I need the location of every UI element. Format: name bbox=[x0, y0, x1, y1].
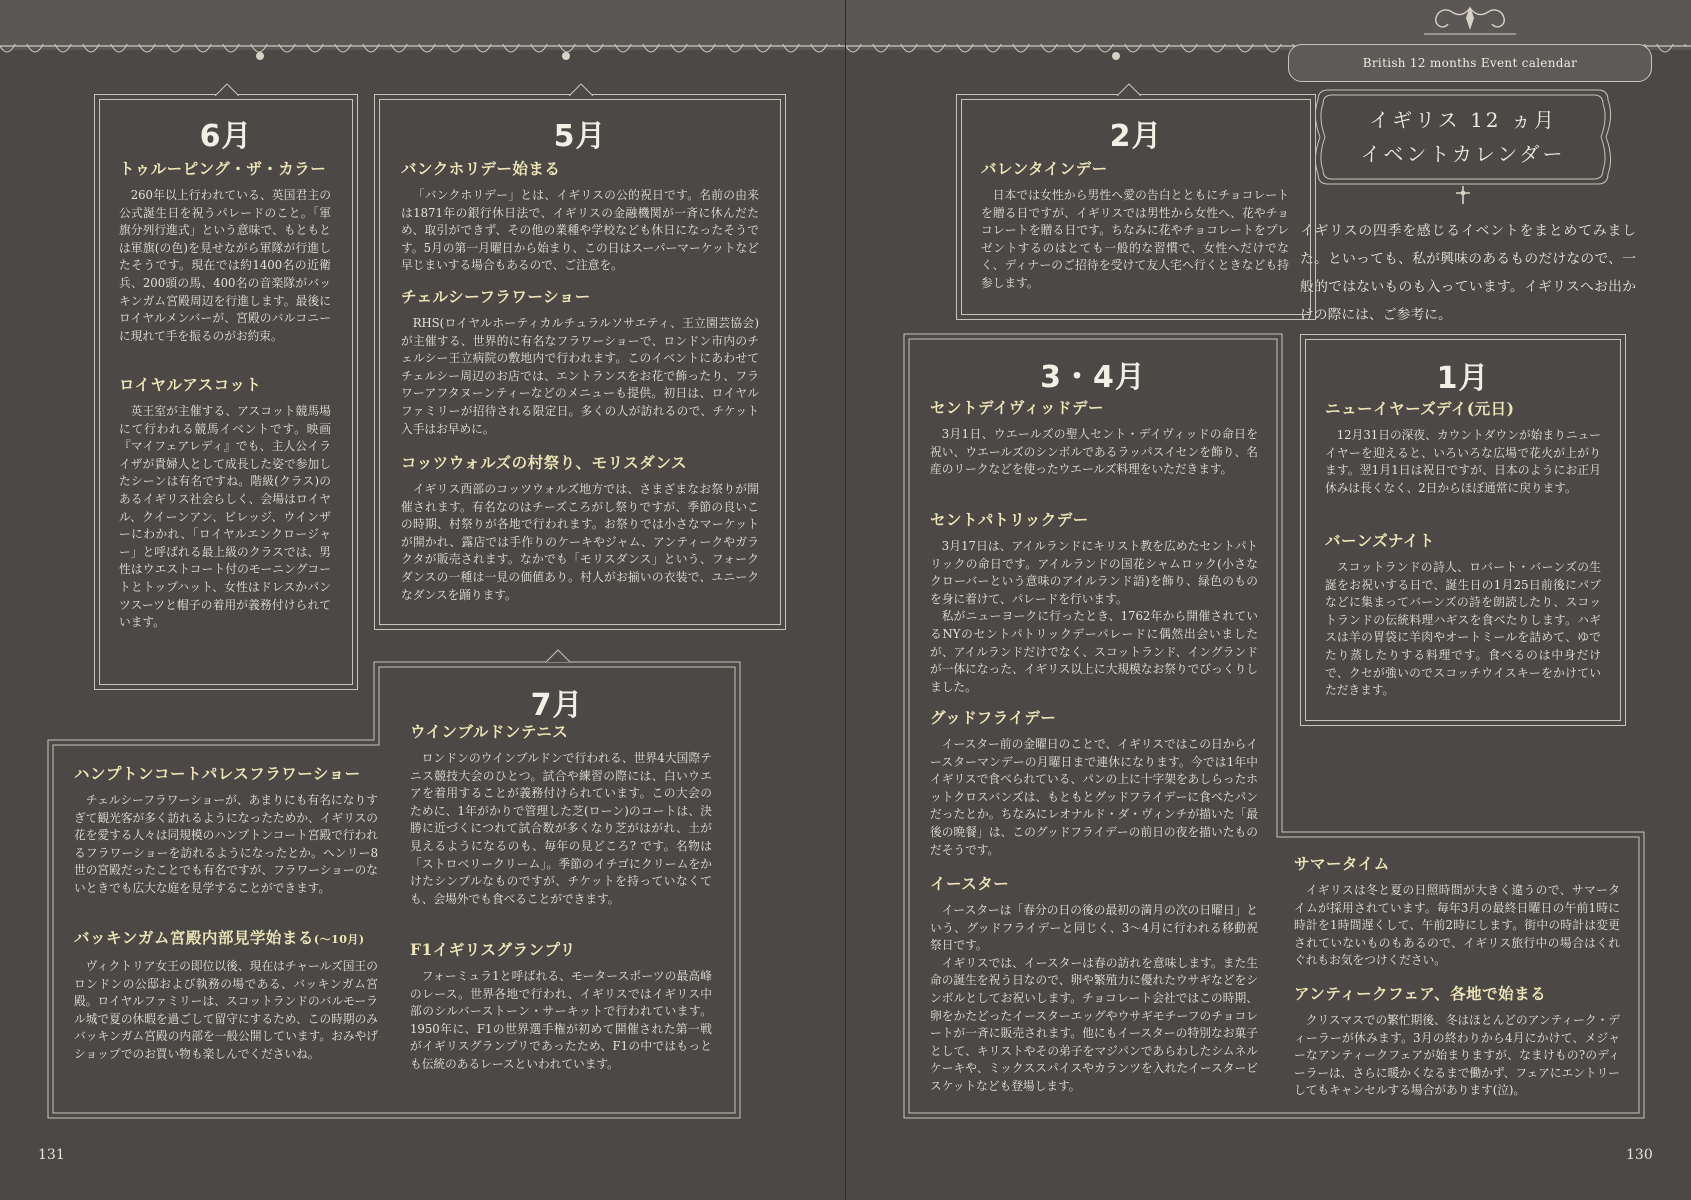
event-body: 260年以上行われている、英国君主の公式誕生日を祝うパレードのこと。「軍旗分列行進式」という意味で、もともとは軍旗(の色)を見せながら軍隊が行進したそうです。現在では約1400名の近衛兵、200頭の馬、400名の音楽隊がバッキンガム宮殿周辺を行進します。最後にロイヤルメンバーが、宮殿のバルコニーに現れて手を振るのがお約束。 bbox=[119, 188, 331, 343]
intro-text: イギリスの四季を感じるイベントをまとめてみました。といっても、私が興味のあるものだけなので、一般的ではないものも入っています。イギリスへお出かけの際には、ご参考に。 bbox=[1300, 223, 1636, 323]
event-body-continued: イギリスでは、イースターは春の訪れを意味します。また生命の誕生を祝う日なので、卵や繁殖力に優れたウサギなどをシンボルとしてお祝いします。チョコレート会社ではこの時期、卵をかたどったイースターエッグやウサギモチーフのチョコレートが一斉に販売されます。他にもイースターの特別なお菓子として、キリストやその弟子をマジパンであらわしたシムネルケーキや、ミックススパイスやカランツを入れたイースタービスケットなども登場します。 bbox=[930, 955, 1258, 1093]
event-body: チェルシーフラワーショーが、あまりにも有名になりすぎて観光客が多く訪れるようになったためか、イギリスの花を愛する人々は同規模のハンプトンコート宮殿で行われるフラワーショーを訪れるようになったとか。ヘンリー8世の宮殿だったことでも有名ですが、フラワーショーのないときでも広大な庭を見学することができます。 bbox=[74, 793, 378, 895]
event-title: サマータイム bbox=[1294, 854, 1390, 873]
event-title: ハンプトンコートパレスフラワーショー bbox=[74, 764, 361, 783]
event-new-years-day bbox=[1325, 399, 1601, 497]
month-heading-february: 2月 bbox=[1109, 119, 1163, 154]
event-title-note: (〜10月) bbox=[313, 933, 365, 946]
event-body: イギリスは冬と夏の日照時間が大きく違うので、サマータイムが採用されています。毎年3月の最終日曜日の午前1時に時計を1時間遅くして、午前2時にします。街中の時計は変更されていないものもあるので、イギリス旅行中の場合はくれぐれもお気をつけください。 bbox=[1294, 883, 1620, 968]
january-box bbox=[1300, 334, 1626, 726]
event-body: 「バンクホリデー」とは、イギリスの公的祝日です。名前の由来は1871年の銀行休日法で、イギリスの金融機関が一斉に休んだため、取引ができず、その他の業種や学校なども休日になったそうです。5月の第一月曜日から始まり、この日はスーパーマーケットなど早じまいする場合もあるので、ご注意を。 bbox=[401, 188, 759, 273]
event-title: チェルシーフラワーショー bbox=[401, 287, 591, 306]
event-body: スコットランドの詩人、ロバート・バーンズの生誕をお祝いする日で、誕生日の1月25日前後にパブなどに集まってバーンズの詩を朗読したり、スコットランドの伝統料理ハギスを食べたりします。ハギスは羊の胃袋に羊肉やオートミールを詰めて、ゆでたり蒸したりする料理です。食べるのは中身だけで、クセが強いのでスコッチウイスキーをかけていただきます。 bbox=[1325, 560, 1601, 698]
event-body: 3月17日は、アイルランドにキリスト教を広めたセントパトリックの命日です。アイルランドの国花シャムロック(小さなクローバーという意味のアイルランド語)を飾り、緑色のものを身に着けて、パレードを行います。 bbox=[930, 539, 1258, 606]
event-title: セントデイヴィッドデー bbox=[930, 398, 1104, 417]
event-summer-time bbox=[1294, 854, 1620, 970]
event-title: コッツウォルズの村祭り、モリスダンス bbox=[401, 453, 687, 472]
event-body: イースターは「春分の日の後の最初の満月の次の日曜日」という、グッドフライデーと同じく、3〜4月に行われる移動祝祭日です。 bbox=[930, 903, 1258, 953]
event-title: ロイヤルアスコット bbox=[119, 375, 262, 394]
event-title: バーンズナイト bbox=[1325, 531, 1435, 550]
event-good-friday bbox=[930, 708, 1258, 859]
event-title: ニューイヤーズデイ(元日) bbox=[1325, 399, 1515, 418]
event-body: イースター前の金曜日のことで、イギリスではこの日からイースターマンデーの月曜日まで連休になります。今では1年中イギリスで食べられている、パンの上に十字架をあしらったホットクロスバンズは、もともとグッドフライデーに食べたパンだったとか。ちなみにレオナルド・ダ・ヴィンチが描いた「最後の晩餐」は、このグッドフライデーの前日の夜を描いたものだそうです。 bbox=[930, 737, 1258, 857]
event-body: 日本では女性から男性へ愛の告白とともにチョコレートを贈る日ですが、イギリスでは男性から女性へ、花やチョコレートを贈る日です。ちなみに花やチョコレートをプレゼントするのはとても一般的な習慣で、女性へだけでなく、ディナーのご招待を受けて友人宅へ行くときなども持参します。 bbox=[981, 188, 1289, 290]
event-body: RHS(ロイヤルホーティカルチュラルソサエティ、王立園芸協会)が主催する、世界的に有名なフラワーショーで、ロンドン市内のチェルシー王立病院の敷地内で行われます。このイベントにあわせてチェルシー周辺のお店では、エントランスをお花で飾ったり、フラワーアフタヌーンティーなどのメニューも提供。初日は、ロイヤルファミリーが招待される限定日。多くの人が訪れるので、チケット入手はお早めに。 bbox=[401, 316, 759, 436]
event-title: アンティークフェア、各地で始まる bbox=[1294, 984, 1547, 1003]
page-number-left: 131 bbox=[38, 1147, 65, 1163]
month-heading-june: 6月 bbox=[199, 119, 253, 154]
event-st-davids-day bbox=[930, 398, 1258, 479]
event-body: ロンドンのウインブルドンで行われる、世界4大国際テニス競技大会のひとつ。試合や練習の際には、白いウエアを着用することが義務付けられています。この大会のために、1年がかりで管理した芝(ローン)のコートは、決勝に近づくにつれて試合数が多くなり芝がはがれ、土が見えるようになるのも、毎年の見どころ? です。名物は「ストロベリークリーム」。季節のイチゴにクリームをかけたシンプルなものですが、チケットを持っていなくても、会場外でも食べることができます。 bbox=[410, 751, 712, 906]
event-body: フォーミュラ1と呼ばれる、モータースポーツの最高峰のレース。世界各地で行われ、イギリスではイギリス中部のシルバーストーン・サーキットで行われています。1950年に、F1の世界選手権が初めて開催された第一戦がイギリスグランプリであったため、F1の中ではもっとも伝統のあるレースといわれています。 bbox=[410, 969, 712, 1071]
event-title: F1イギリスグランプリ bbox=[410, 940, 576, 959]
month-heading-may: 5月 bbox=[553, 119, 607, 154]
event-title-text: バッキンガム宮殿内部見学始まる bbox=[74, 928, 314, 947]
page-title-line2: イベントカレンダー bbox=[1360, 142, 1566, 166]
event-title: バレンタインデー bbox=[981, 159, 1108, 178]
event-title: トゥルーピング・ザ・カラー bbox=[119, 159, 327, 178]
subtitle-banner: British 12 months Event calendar bbox=[1288, 44, 1652, 82]
event-title: バンクホリデー始まる bbox=[401, 159, 561, 178]
event-st-patricks-day bbox=[930, 510, 1258, 696]
event-title: グッドフライデー bbox=[930, 708, 1057, 727]
event-burns-night bbox=[1325, 531, 1601, 700]
event-body: ヴィクトリア女王の即位以後、現在はチャールズ国王のロンドンの公邸および執務の場である、バッキンガム宮殿。ロイヤルファミリーは、スコットランドのバルモーラル城で夏の休暇を過ごして留守にするため、この時期のみバッキンガム宮殿の内部を一般公開しています。おみやげショップでのお買い物も楽しんでくださいね。 bbox=[74, 959, 378, 1061]
event-body-continued: 私がニューヨークに行ったとき、1762年から開催されているNYのセントパトリックデーパレードに偶然出会いましたが、アイルランドだけでなく、スコットランド、イングランドが一体になった、イギリス以上に大規模なお祭りでびっくりしました。 bbox=[930, 609, 1258, 694]
month-heading-july: 7月 bbox=[530, 688, 584, 723]
event-body: 英王室が主催する、アスコット競馬場にて行われる競馬イベントです。映画『マイフェアレディ』でも、主人公イライザが貴婦人として成長した姿で参加したシーンは有名ですね。階級(クラス)のあるイギリス社会らしく、会場はロイヤル、クイーンアン、ビレッジ、ウインザーにわかれ、「ロイヤルエンクロージャー」と呼ばれる最上級のクラスでは、男性はウエストコート付のモーニングコートとトップハット、女性はドレスかパンツスーツと帽子の着用が義務付けられています。 bbox=[119, 404, 331, 630]
page-number-right: 130 bbox=[1626, 1147, 1653, 1163]
event-easter bbox=[930, 874, 1258, 1096]
month-heading-march-april: 3・4月 bbox=[1040, 360, 1146, 395]
event-body: クリスマスでの繁忙期後、冬はほとんどのアンティーク・ディーラーが休みます。3月の終わりから4月にかけて、メジャーなアンティークフェアが始まりますが、なまけもの?のディーラーは、さらに暖かくなるまで働かず、フェアにエントリーしてもキャンセルする場合があります(泣)。 bbox=[1294, 1013, 1620, 1098]
event-title: イースター bbox=[930, 874, 1010, 893]
event-body: 12月31日の深夜、カウントダウンが始まりニューイヤーを迎えると、いろいろな広場で花火が上がります。翌1月1日は祝日ですが、日本のようにお正月休みは長くなく、2日からほぼ通常に戻ります。 bbox=[1325, 428, 1601, 495]
event-body: イギリス西部のコッツウォルズ地方では、さまざまなお祭りが開催されます。有名なのはチーズころがし祭りですが、季節の良いこの時期、村祭りが各地で行われます。お祭りでは小さなマーケットが開かれ、露店では手作りのケーキやジャム、アンティークやガラクタが販売されます。なかでも「モリスダンス」という、フォークダンスの一種は一見の価値あり。村人がお揃いの衣装で、ユニークなダンスを踊ります。 bbox=[401, 482, 759, 602]
event-body: 3月1日、ウエールズの聖人セント・デイヴィッドの命日を祝い、ウエールズのシンボルであるラッパスイセンを飾り、名産のリークなどを使ったウエールズ料理をいただきます。 bbox=[930, 427, 1258, 477]
event-antique-fair bbox=[1294, 984, 1620, 1100]
month-heading-january: 1月 bbox=[1436, 361, 1490, 396]
event-title: ウインブルドンテニス bbox=[410, 722, 569, 741]
page-title-line1: イギリス 12 ヵ月 bbox=[1369, 108, 1557, 132]
event-title: セントパトリックデー bbox=[930, 510, 1089, 529]
